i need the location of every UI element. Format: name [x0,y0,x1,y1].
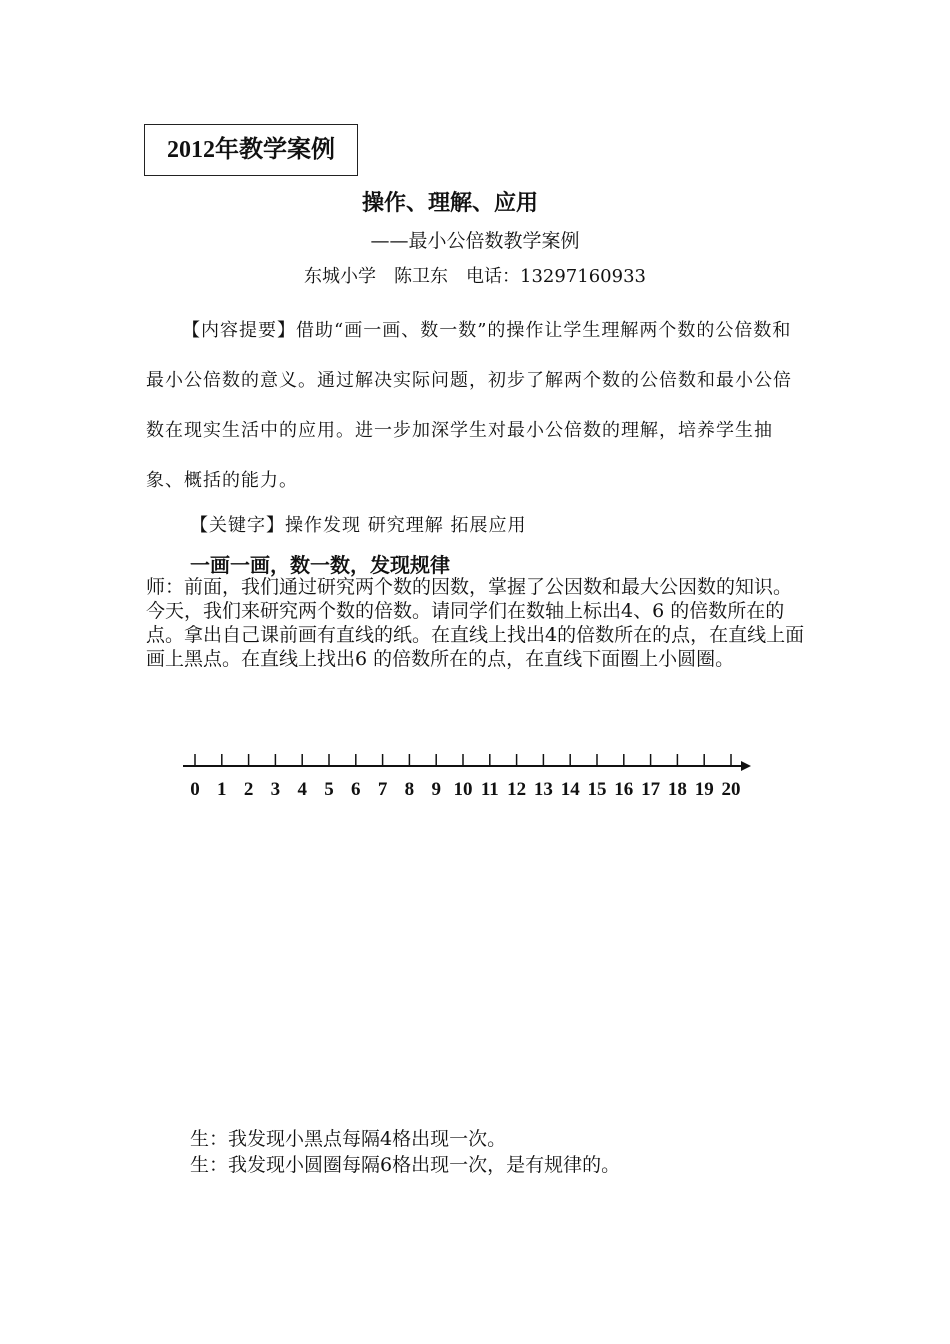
number-line-label: 7 [377,779,388,800]
keywords-text: 操作发现 研究理解 拓展应用 [285,515,527,536]
number-line-label: 8 [404,779,415,800]
author-line: 东城小学 陈卫东 电话：13297160933 [304,266,646,287]
number-line-label: 10 [453,779,473,800]
number-line-label: 2 [243,779,254,800]
abstract-text: 借助“画一画、数一数”的操作让学生理解两个数的公倍数和最小公倍数的意义。通过解决实际问题，初步了解两个数的公倍数和最小公倍数在现实生活中的应用。进一步加深学生对最小公倍数的理解，培养学生抽象、概括的能力。 [146,320,792,491]
case-year-box: 2012年教学案例 [144,124,358,176]
number-line-label: 18 [667,779,687,800]
number-line-label: 15 [587,779,607,800]
section-heading: 一画一画，数一数，发现规律 [190,553,450,577]
number-line-label: 20 [721,779,741,800]
abstract-label: 【内容提要】 [182,320,296,341]
number-line-label: 6 [351,779,361,800]
number-line-label: 14 [560,779,580,800]
number-line-figure [175,745,765,805]
document-title: 操作、理解、应用 [361,190,538,216]
keywords-label: 【关键字】 [190,515,285,536]
number-line-label: 12 [507,779,527,800]
number-line-label: 16 [614,779,634,800]
student-remark-2: 生：我发现小圆圈每隔6格出现一次，是有规律的。 [190,1154,621,1176]
number-line-label: 4 [297,779,307,800]
keywords-line [190,511,526,537]
number-line-label: 1 [217,779,227,800]
number-line-label: 9 [431,779,441,800]
number-line-label: 13 [533,779,553,800]
number-line-arrow-icon [741,761,751,771]
abstract-paragraph [146,306,810,506]
number-line-label: 0 [190,779,200,800]
number-line-label: 3 [270,779,281,800]
document-subtitle: ——最小公倍数教学案例 [370,230,580,252]
teacher-paragraph: 师：前面，我们通过研究两个数的因数，掌握了公因数和最大公因数的知识。今天，我们来研究两个数的倍数。请同学们在数轴上标出4、6 的倍数所在的点。拿出自己课前画有直线的纸。在直线上找出4的倍数所在的点，在直线上面画上黑点。在直线上找出6 的倍数所在的点，在直线下面圈上小圆圈。 [146,576,805,670]
number-line-label: 11 [480,779,499,800]
number-line-label: 5 [324,779,334,800]
number-line-label: 17 [641,779,661,800]
number-line-label: 19 [694,779,714,800]
student-remark-1: 生：我发现小黑点每隔4格出现一次。 [190,1128,507,1150]
